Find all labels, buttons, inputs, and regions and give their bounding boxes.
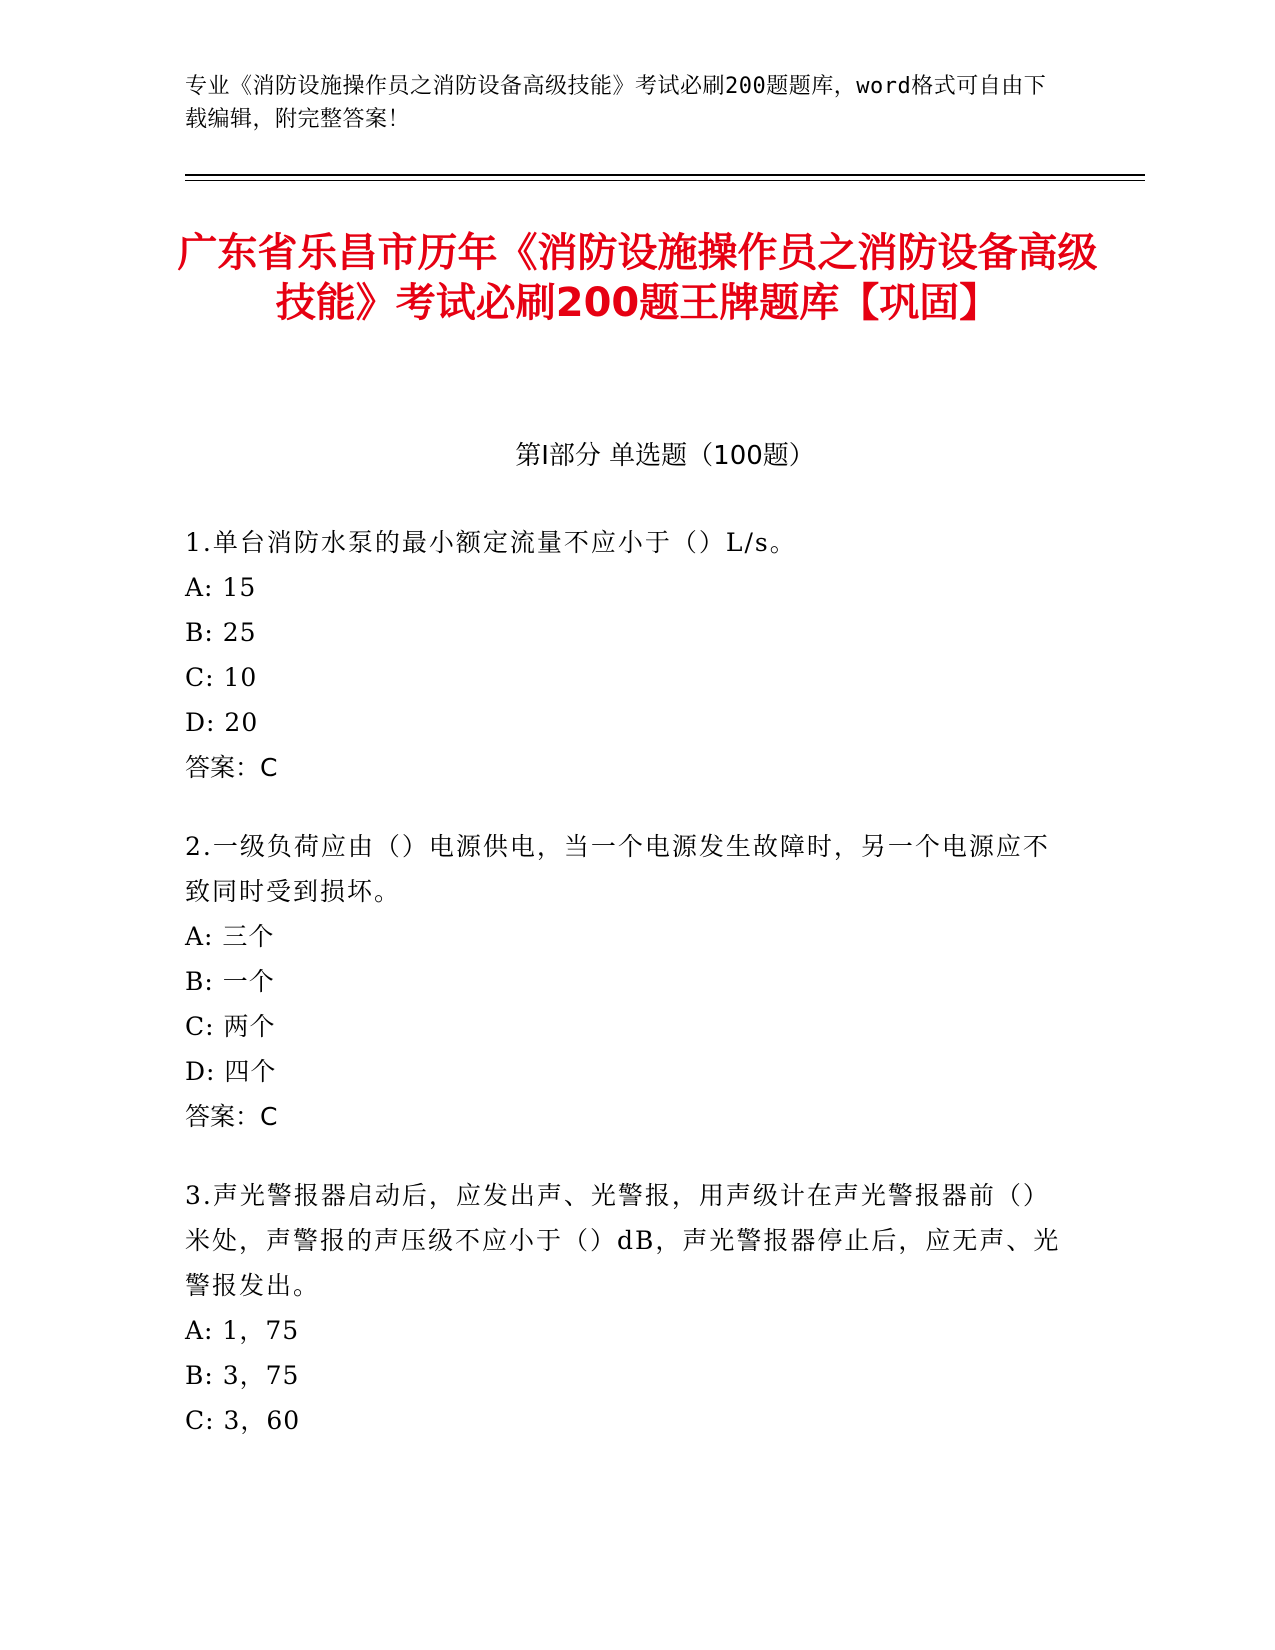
option-a: A: 15 <box>185 573 257 602</box>
document-title: 广东省乐昌市历年《消防设施操作员之消防设备高级技能》考试必刷200题王牌题库【巩固】 <box>177 230 1098 326</box>
question-stem: 2.一级负荷应由（）电源供电，当一个电源发生故障时，另一个电源应不致同时受到损坏。 <box>185 832 1050 906</box>
question-stem: 1.单台消防水泵的最小额定流量不应小于（）L/s。 <box>185 528 797 557</box>
header-divider-thin <box>185 180 1145 181</box>
header-divider-thick <box>185 174 1145 176</box>
option-d: D: 四个 <box>185 1057 277 1086</box>
option-b: B: 25 <box>185 618 257 647</box>
option-a: A: 1，75 <box>185 1316 300 1345</box>
header-note: 专业《消防设施操作员之消防设备高级技能》考试必刷200题题库，word格式可自由下载编辑，附完整答案！ <box>185 74 1047 132</box>
answer: 答案：C <box>185 753 278 782</box>
option-c: C: 3，60 <box>185 1406 301 1435</box>
question-2 <box>185 824 1065 1139</box>
option-c: C: 两个 <box>185 1012 276 1041</box>
question-1 <box>185 520 1065 790</box>
option-a: A: 三个 <box>185 922 275 951</box>
option-b: B: 一个 <box>185 967 275 996</box>
question-3 <box>185 1173 1065 1443</box>
option-d: D: 20 <box>185 708 259 737</box>
option-c: C: 10 <box>185 663 258 692</box>
question-stem: 3.声光警报器启动后，应发出声、光警报，用声级计在声光警报器前（）米处，声警报的声压级不应小于（）dB，声光警报器停止后，应无声、光警报发出。 <box>185 1181 1061 1300</box>
section-title: 第I部分 单选题（100题） <box>515 441 815 471</box>
question-list <box>185 520 1065 1477</box>
answer: 答案：C <box>185 1102 278 1131</box>
option-b: B: 3，75 <box>185 1361 300 1390</box>
